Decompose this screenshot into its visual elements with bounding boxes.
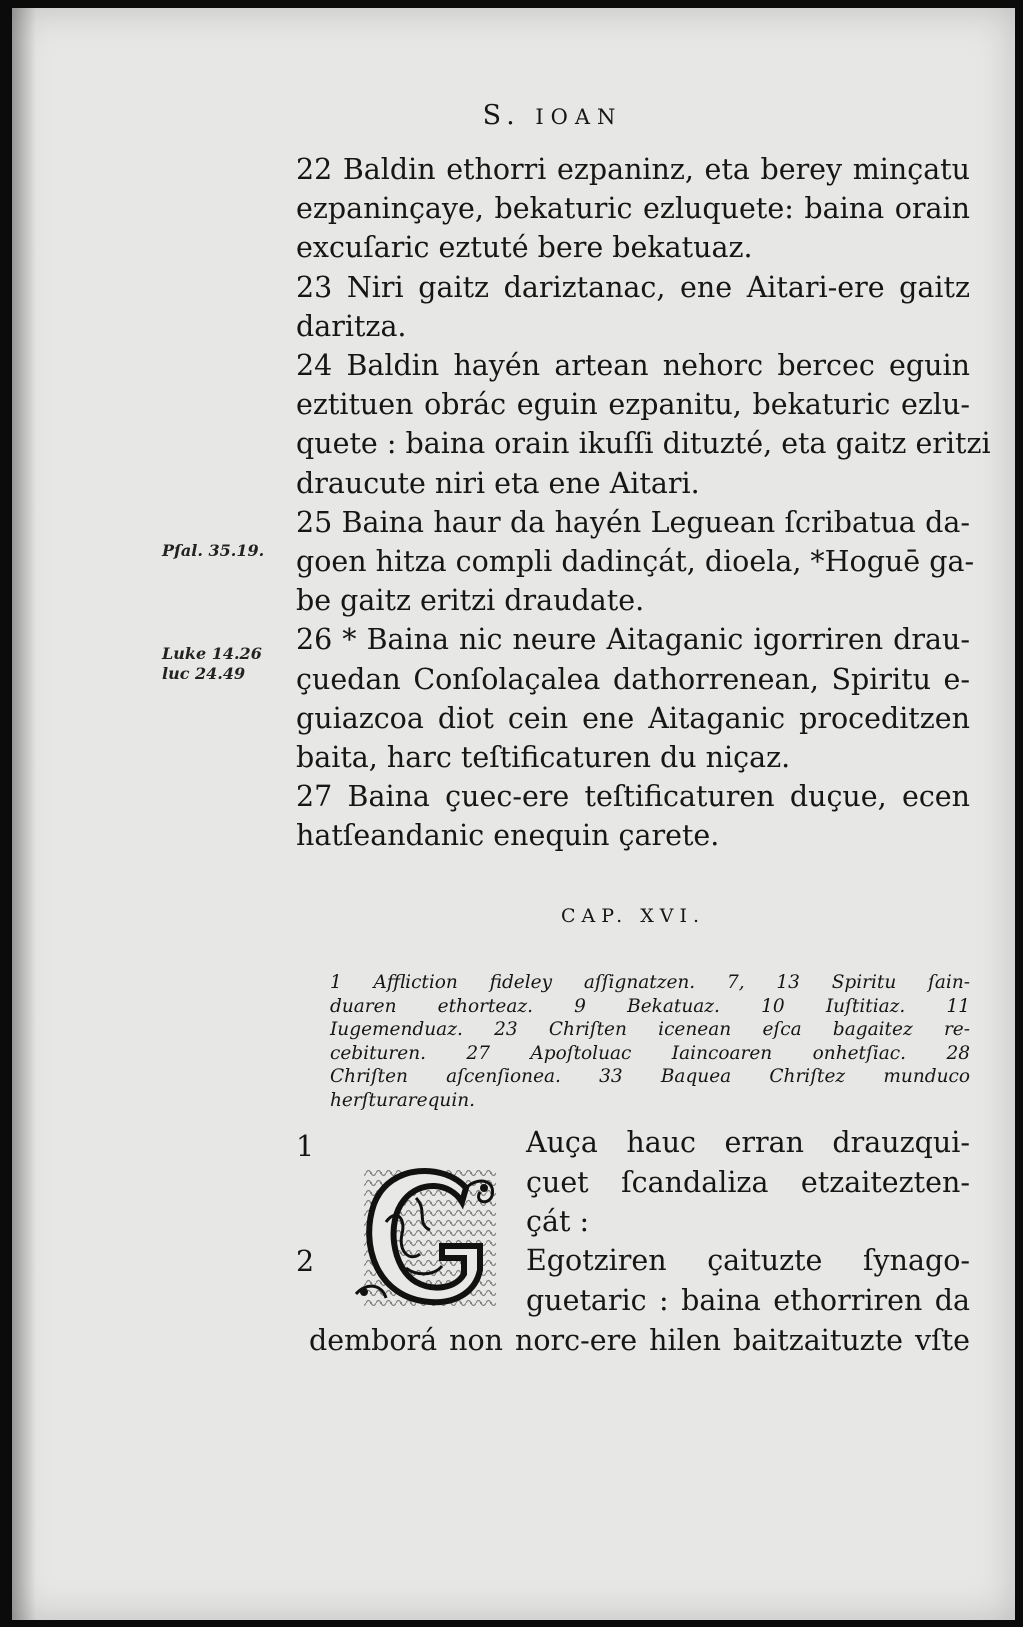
summary-line: cebituren. 27 Apoſtoluac Iaincoaren onhetſiac. 28	[330, 1042, 970, 1064]
margin-ref: luc 24.49	[162, 664, 246, 683]
book-page	[12, 8, 1015, 1620]
verse-line: 27 Baina çuec-ere teſtificaturen duçue, ecen	[296, 780, 970, 814]
summary-line: 1 Affliction fideley aſſignatzen. 7, 13 Spiritu ſain-	[330, 972, 970, 993]
verse-line: 26 * Baina nic neure Aitaganic igorriren drau-	[296, 623, 970, 657]
summary-line: duaren ethorteaz. 9 Bekatuaz. 10 Iuſtitiaz. 11	[330, 995, 970, 1017]
verse-line: çuedan Conſolaçalea dathorrenean, Spiritu e-	[296, 662, 970, 696]
chapter-line-text: çuet ſcandaliza etzaitezten-	[526, 1166, 970, 1199]
verse-line: guiazcoa diot cein ene Aitaganic proceditzen	[296, 701, 970, 735]
verse-22	[296, 150, 970, 268]
verse-25	[296, 503, 975, 621]
chapter-line-text: Egotziren çaituzte ſynago-	[526, 1244, 970, 1277]
verse-body	[296, 150, 991, 856]
verse-line: 25 Baina haur da hayén Leguean ſcribatua da-	[296, 505, 970, 539]
chapter-verse-line	[309, 1324, 970, 1357]
verse-line: goen hitza compli dadinçát, dioela, *Hoguē ga-	[296, 545, 975, 579]
verse-line: draucute niri eta ene Aitari.	[296, 466, 700, 500]
verse-line: excuſaric eztuté bere bekatuaz.	[296, 231, 753, 265]
chapter-verse-line	[526, 1244, 970, 1277]
verse-27	[296, 777, 970, 855]
header-prefix: S.	[482, 100, 521, 131]
chapter-line-text: Auça hauc erran drauzqui-	[526, 1126, 970, 1159]
verse-line: daritza.	[296, 309, 407, 343]
verse-line: eztituen obrác eguin ezpanitu, bekaturic ezlu-	[296, 388, 970, 422]
verse-line: 23 Niri gaitz dariztanac, ene Aitari-ere gaitz	[296, 270, 970, 304]
chapter-summary	[330, 971, 970, 1113]
verse-line: be gaitz eritzi draudate.	[296, 584, 645, 618]
chapter-line-text: demborá non norc-ere hilen baitzaituzte vſte	[309, 1324, 970, 1357]
chapter-verse-line	[526, 1284, 970, 1317]
chapter-verse-line	[526, 1126, 970, 1159]
summary-line: herſturarequin.	[330, 1089, 476, 1111]
summary-line: Iugemenduaz. 23 Chriſten icenean eſca bagaitez re-	[330, 1019, 970, 1041]
running-header	[12, 100, 1015, 131]
chapter-verse-line	[526, 1205, 970, 1238]
verse-24	[296, 346, 991, 503]
verse-line: ezpaninçaye, bekaturic ezluquete: baina orain	[296, 192, 970, 226]
verse-number: 1	[296, 1130, 315, 1163]
margin-ref: Pſal. 35.19.	[162, 541, 265, 560]
verse-number: 2	[296, 1245, 315, 1278]
chapter-heading: CAP. XVI.	[560, 905, 706, 927]
summary-line: Chriſten aſcenſionea. 33 Baquea Chriſtez munduco	[330, 1066, 970, 1088]
verse-23	[296, 268, 970, 346]
verse-line: hatſeandanic enequin çarete.	[296, 819, 720, 853]
verse-line: quete : baina orain ikuſſi dituzté, eta gaitz eritzi	[296, 427, 991, 461]
verse-line: 22 Baldin ethorri ezpaninz, eta berey minçatu	[296, 153, 970, 186]
ornamental-drop-cap-g-icon	[346, 1158, 512, 1313]
verse-26	[296, 620, 970, 777]
margin-ref: Luke 14.26	[162, 644, 262, 663]
header-title: IOAN	[535, 105, 623, 129]
chapter-line-text: çát :	[526, 1205, 590, 1238]
verse-line: 24 Baldin hayén artean nehorc bercec eguin	[296, 349, 970, 383]
chapter-line-text: guetaric : baina ethorriren da	[526, 1284, 970, 1317]
verse-line: baita, harc teſtificaturen du niçaz.	[296, 741, 791, 775]
chapter-verse-line	[526, 1166, 970, 1199]
